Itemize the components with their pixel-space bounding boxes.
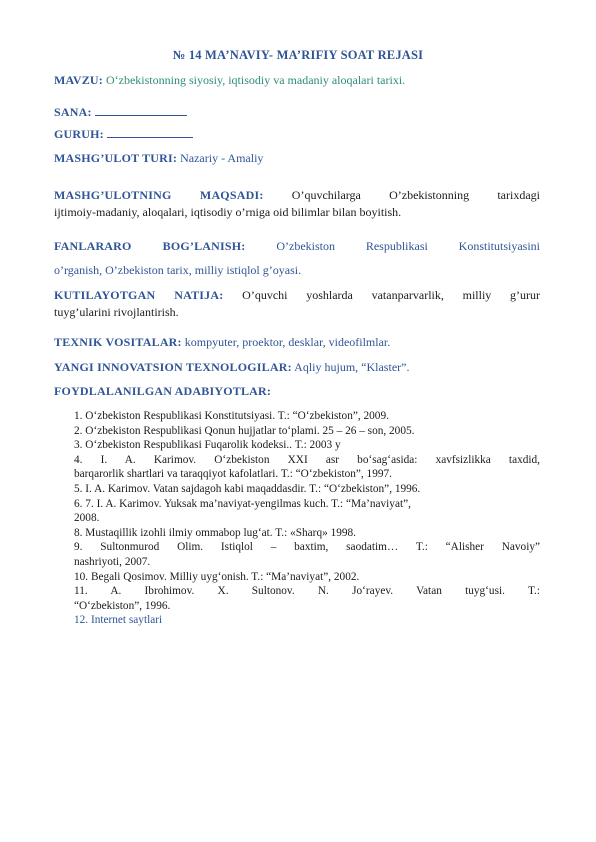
turi-text: Nazariy - Amaliy [180,151,264,165]
texnik-label: TEXNIK VOSITALAR: [54,335,182,349]
references-list [74,409,540,628]
fanlararo-line-2 [54,262,540,279]
natija-line-2 [54,304,540,321]
reference-item: 8. Mustaqillik izohli ilmiy ommabop lug‘at. T.: «Sharq» 1998. [74,526,356,539]
guruh-label: GURUH: [54,127,104,141]
natija-label: KUTILAYOTGAN NATIJA: [54,288,224,302]
turi-line [54,150,540,167]
page-title: № 14 MA’NAVIY- MA’RIFIY SOAT REJASI [172,48,424,62]
innovatsion-text: Aqliy hujum, “Klaster”. [294,360,410,374]
maqsad-text-2: ijtimoiy-madaniy, aloqalari, iqtisodiy o’rniga oid bilimlar bilan boyitish. [54,205,402,219]
natija-text-1: O’quvchi yoshlarda vatanparvarlik, milliy g’urur [242,288,540,302]
turi-label: MASHG’ULOT TURI: [54,151,178,165]
innovatsion-label: YANGI INNOVATSION TEXNOLOGILAR: [54,360,292,374]
maqsad-line-2 [54,204,540,221]
sana-line [54,104,540,121]
reference-item: 10. Begali Qosimov. Milliy uyg‘onish. T.: “Ma’naviyat”, 2002. [74,570,360,583]
reference-item: 6. 7. I. A. Karimov. Yuksak ma’naviyat-yengilmas kuch. T.: “Ma’naviyat”, [74,497,411,510]
reference-item: 12. Internet saytlari [74,614,163,627]
mavzu-text: O‘zbekistonning siyosiy, iqtisodiy va madaniy aloqalari tarixi. [105,73,406,87]
natija-text-2: tuyg’ularini rivojlantirish. [54,305,179,319]
reference-item: 2008. [74,512,100,525]
adabiyot-label: FOYDLALANILGAN ADABIYOTLAR: [54,384,272,398]
maqsad-text-1: O’quvchilarga O’zbekistonning tarixdagi [291,188,540,202]
adabiyot-heading [54,383,540,400]
fanlararo-text-2: o’rganish, O’zbekiston tarix, milliy istiqlol g’oyasi. [54,263,302,277]
maqsad-line-1 [54,187,540,204]
reference-item: 9. Sultonmurod Olim. Istiqlol – baxtim, saodatim… T.: “Alisher Navoiy” [74,541,540,554]
reference-item: 1. O‘zbekiston Respublikasi Konstitutsiyasi. T.: “O‘zbekiston”, 2009. [74,410,389,422]
mavzu-label: MAVZU: [54,73,103,87]
reference-item: 11. A. Ibrohimov. X. Sultonov. N. Jo‘rayev. Vatan tuyg‘usi. T.: [74,585,540,598]
fanlararo-label: FANLARARO BOG’LANISH: [54,239,246,253]
reference-item: barqarorlik shartlari va taraqqiyot kafolatlari. T.: “O‘zbekiston”, 1997. [74,468,392,481]
reference-item: nashriyoti, 2007. [74,555,151,568]
texnik-text: kompyuter, proektor, desklar, videofilmlar. [184,335,391,349]
reference-item: 5. I. A. Karimov. Vatan sajdagoh kabi maqaddasdir. T.: “O‘zbekiston”, 1996. [74,482,421,495]
fanlararo-line-1 [54,238,540,255]
texnik-line [54,334,540,351]
guruh-line [54,126,540,143]
reference-item: 2. O‘zbekiston Respublikasi Qonun hujjatlar to‘plami. 25 – 26 – son, 2005. [74,424,415,437]
reference-item: 4. I. A. Karimov. O‘zbekiston XXI asr bo‘sag‘asida: xavfsizlikka taxdid, [74,453,540,466]
fanlararo-text-1: O’zbekiston Respublikasi Konstitutsiyasini [276,239,541,253]
mavzu-line [54,72,540,89]
reference-item: “O‘zbekiston”, 1996. [74,599,171,612]
guruh-blank [107,127,193,138]
reference-item: 3. O‘zbekiston Respublikasi Fuqarolik kodeksi.. T.: 2003 y [74,439,341,452]
maqsad-label: MASHG’ULOTNING MAQSADI: [54,188,264,202]
sana-blank [95,105,187,116]
sana-label: SANA: [54,105,92,119]
natija-line-1 [54,287,540,304]
innovatsion-line [54,359,540,376]
